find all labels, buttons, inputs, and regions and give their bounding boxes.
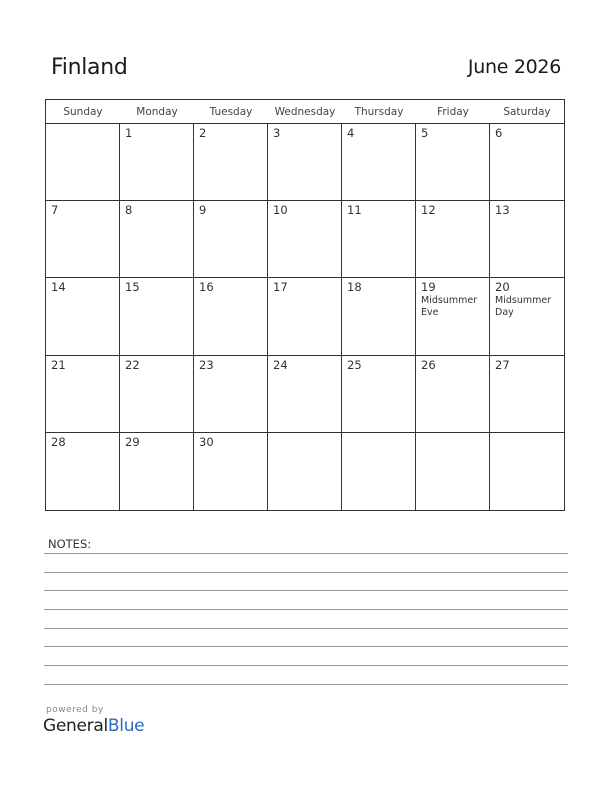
day-number: 26 bbox=[421, 357, 436, 372]
day-cell bbox=[416, 201, 490, 278]
day-number: 28 bbox=[51, 434, 66, 449]
weekday-label: Sunday bbox=[63, 106, 103, 118]
day-cell bbox=[416, 124, 490, 201]
day-number: 27 bbox=[495, 357, 510, 372]
day-cell bbox=[490, 356, 564, 433]
day-cell bbox=[194, 278, 268, 355]
powered-by-text: powered by bbox=[46, 705, 104, 715]
day-number: 7 bbox=[51, 203, 59, 218]
day-cell bbox=[194, 356, 268, 433]
note-line bbox=[44, 628, 568, 629]
note-line bbox=[44, 684, 568, 685]
day-cell bbox=[46, 201, 120, 278]
weekday-header bbox=[46, 100, 564, 124]
day-cell bbox=[46, 278, 120, 355]
day-cell bbox=[342, 201, 416, 278]
day-cell bbox=[342, 356, 416, 433]
page-title: Finland bbox=[51, 55, 128, 80]
day-number: 4 bbox=[347, 126, 355, 140]
calendar-grid bbox=[45, 99, 565, 511]
holiday-label: Midsummer Eve bbox=[421, 295, 478, 319]
day-number: 9 bbox=[199, 203, 207, 218]
day-number: 25 bbox=[347, 357, 362, 372]
day-cell bbox=[120, 433, 194, 510]
day-cell bbox=[120, 278, 194, 355]
weekday-label: Monday bbox=[136, 106, 178, 118]
day-cell bbox=[490, 278, 564, 355]
day-cell bbox=[46, 433, 120, 510]
day-number: 2 bbox=[199, 126, 207, 140]
day-number: 29 bbox=[125, 434, 140, 449]
day-cell bbox=[194, 124, 268, 201]
day-number: 13 bbox=[495, 203, 510, 218]
day-cell bbox=[490, 433, 564, 510]
day-cell bbox=[416, 433, 490, 510]
day-number: 19 bbox=[421, 280, 436, 295]
note-line bbox=[44, 553, 568, 554]
day-cell bbox=[268, 278, 342, 355]
day-number: 5 bbox=[421, 126, 429, 140]
note-line bbox=[44, 609, 568, 610]
day-cell bbox=[46, 356, 120, 433]
day-number: 30 bbox=[199, 434, 214, 449]
day-cell bbox=[120, 124, 194, 201]
day-number: 16 bbox=[199, 280, 214, 295]
day-number: 21 bbox=[51, 357, 66, 372]
day-cell bbox=[342, 278, 416, 355]
day-number: 24 bbox=[273, 357, 288, 372]
day-cell bbox=[46, 124, 120, 201]
day-cell bbox=[194, 201, 268, 278]
brand-general: General bbox=[43, 716, 108, 736]
day-cell bbox=[342, 433, 416, 510]
weekday-label: Thursday bbox=[354, 106, 404, 118]
day-number: 1 bbox=[125, 126, 133, 140]
brand-logo bbox=[43, 716, 144, 736]
holiday-label: Midsummer Day bbox=[495, 295, 552, 319]
day-number: 15 bbox=[125, 280, 140, 295]
days-grid bbox=[46, 124, 564, 510]
day-cell bbox=[120, 356, 194, 433]
month-year: June 2026 bbox=[467, 56, 561, 78]
day-number: 22 bbox=[125, 357, 140, 372]
day-number: 10 bbox=[273, 203, 288, 218]
day-number: 8 bbox=[125, 203, 133, 218]
day-cell bbox=[120, 201, 194, 278]
day-number: 11 bbox=[347, 203, 362, 218]
day-cell bbox=[416, 278, 490, 355]
day-cell bbox=[490, 201, 564, 278]
day-cell bbox=[268, 201, 342, 278]
day-cell bbox=[490, 124, 564, 201]
note-line bbox=[44, 572, 568, 573]
weekday-label: Saturday bbox=[503, 106, 551, 118]
day-cell bbox=[194, 433, 268, 510]
day-number: 17 bbox=[273, 280, 288, 295]
brand-blue: Blue bbox=[107, 716, 145, 736]
day-number: 14 bbox=[51, 280, 66, 295]
day-cell bbox=[342, 124, 416, 201]
day-cell bbox=[416, 356, 490, 433]
day-number: 12 bbox=[421, 203, 436, 218]
weekday-label: Friday bbox=[437, 106, 469, 118]
day-number: 6 bbox=[495, 126, 503, 140]
note-line bbox=[44, 646, 568, 647]
notes-label: NOTES: bbox=[48, 537, 92, 551]
day-number: 18 bbox=[347, 280, 362, 295]
day-number: 3 bbox=[273, 126, 281, 140]
day-cell bbox=[268, 356, 342, 433]
note-line bbox=[44, 665, 568, 666]
day-cell bbox=[268, 124, 342, 201]
weekday-label: Tuesday bbox=[209, 106, 253, 118]
day-number: 20 bbox=[495, 280, 510, 295]
day-cell bbox=[268, 433, 342, 510]
day-number: 23 bbox=[199, 357, 214, 372]
note-line bbox=[44, 590, 568, 591]
weekday-label: Wednesday bbox=[274, 106, 336, 118]
